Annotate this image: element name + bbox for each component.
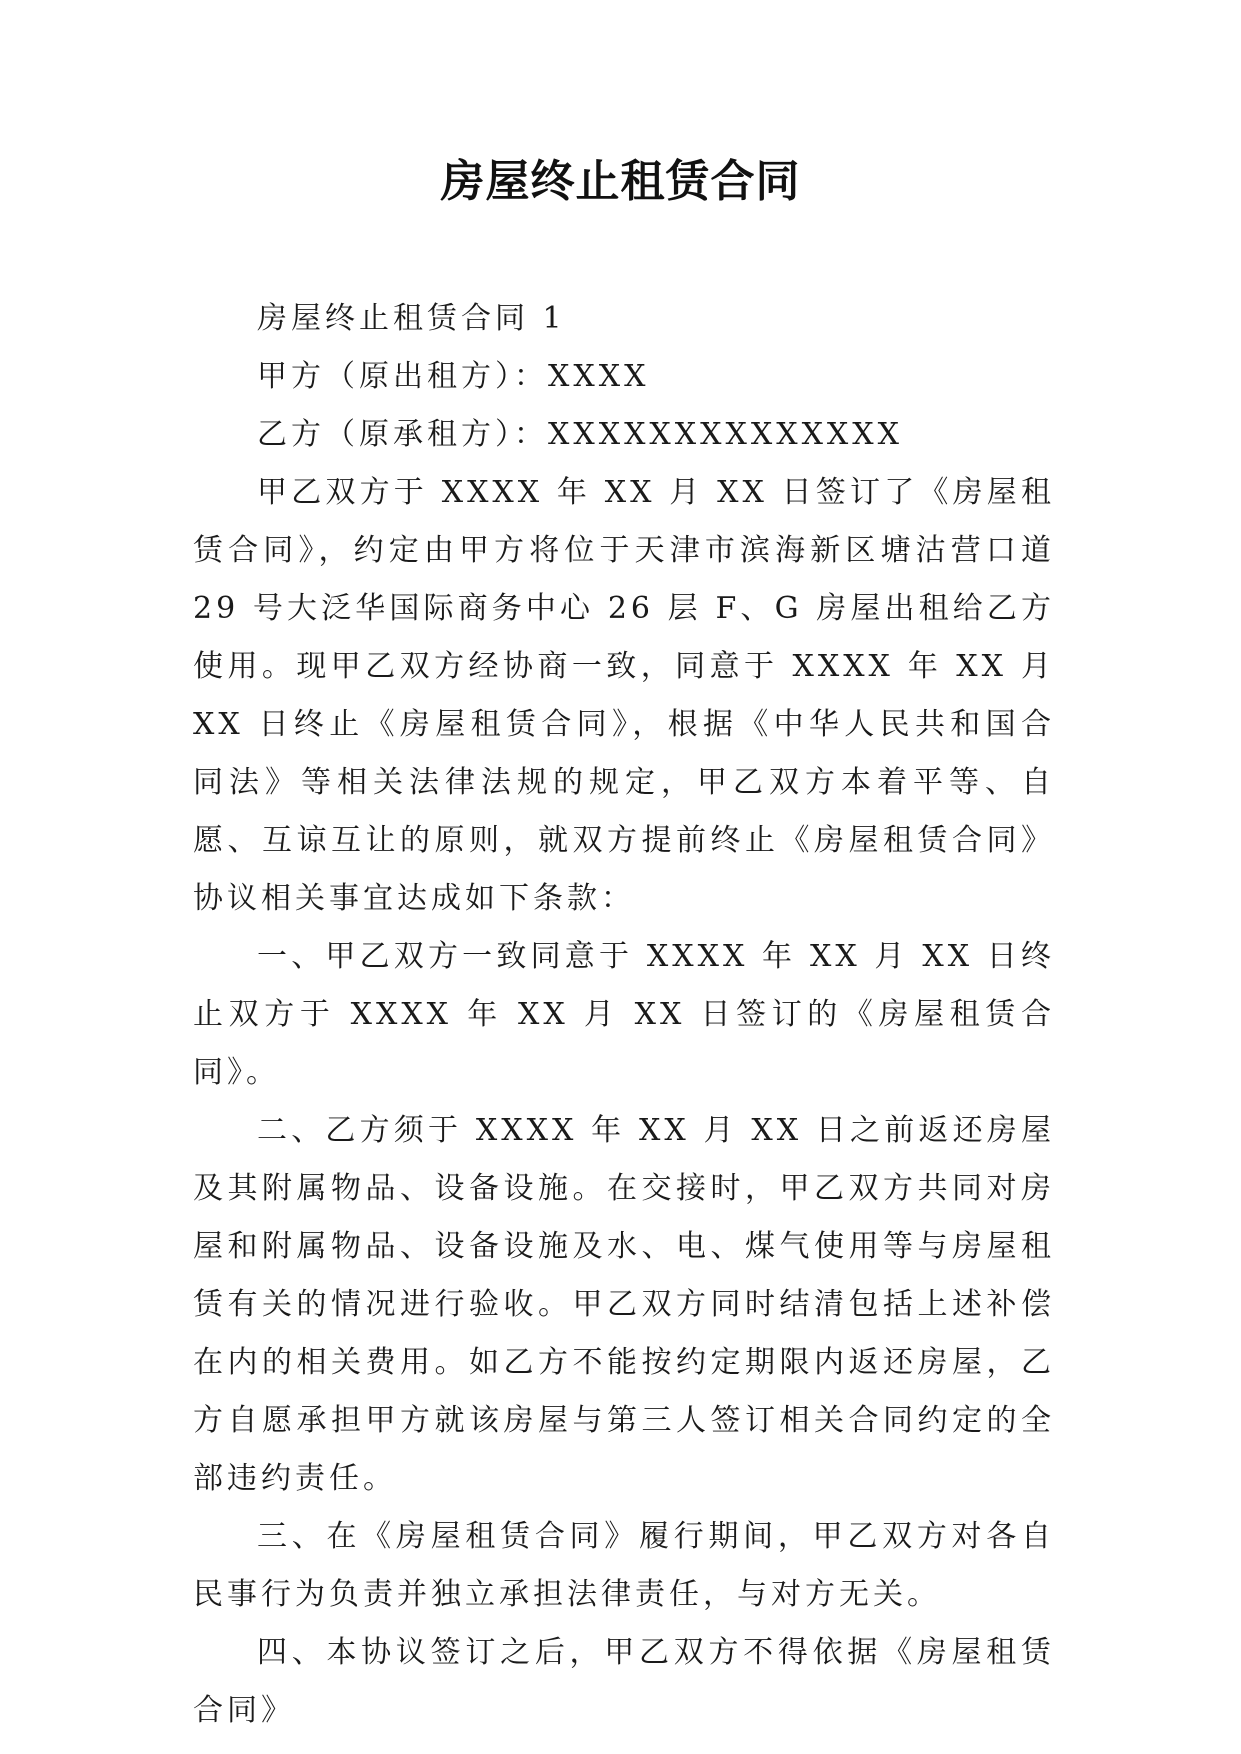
clause-3: 三、在《房屋租赁合同》履行期间，甲乙双方对各自民事行为负责并独立承担法律责任，与对方无关。 [193, 1519, 1055, 1612]
document-body [193, 290, 1055, 1740]
paragraph-intro: 甲乙双方于 XXXX 年 XX 月 XX 日签订了《房屋租赁合同》，约定由甲方将位于天津市滨海新区塘沽营口道 29 号大泛华国际商务中心 26 层 F、G 房屋出租给乙方使用。现甲乙双方经协商一致，同意于 XXXX 年 XX 月 XX 日终止《房屋租赁合同》，根据《中华人民共和国合同法》等相关法律法规的规定，甲乙双方本着平等、自愿、互谅互让的原则，就双方提前终止《房屋租赁合同》协议相关事宜达成如下条款： [193, 475, 1055, 916]
document-subtitle: 房屋终止租赁合同 1 [257, 301, 566, 336]
party-b: 乙方（原承租方）：XXXXXXXXXXXXXX [257, 417, 904, 452]
clause-1: 一、甲乙双方一致同意于 XXXX 年 XX 月 XX 日终止双方于 XXXX 年 XX 月 XX 日签订的《房屋租赁合同》。 [193, 939, 1055, 1090]
clause-2: 二、乙方须于 XXXX 年 XX 月 XX 日之前返还房屋及其附属物品、设备设施。在交接时，甲乙双方共同对房屋和附属物品、设备设施及水、电、煤气使用等与房屋租赁有关的情况进行验收。甲乙双方同时结清包括上述补偿在内的相关费用。如乙方不能按约定期限内返还房屋，乙方自愿承担甲方就该房屋与第三人签订相关合同约定的全部违约责任。 [193, 1113, 1055, 1496]
document-title: 房屋终止租赁合同 [440, 156, 801, 207]
clause-4: 四、本协议签订之后，甲乙双方不得依据《房屋租赁合同》 [193, 1635, 1055, 1728]
party-a: 甲方（原出租方）：XXXX [257, 359, 650, 394]
